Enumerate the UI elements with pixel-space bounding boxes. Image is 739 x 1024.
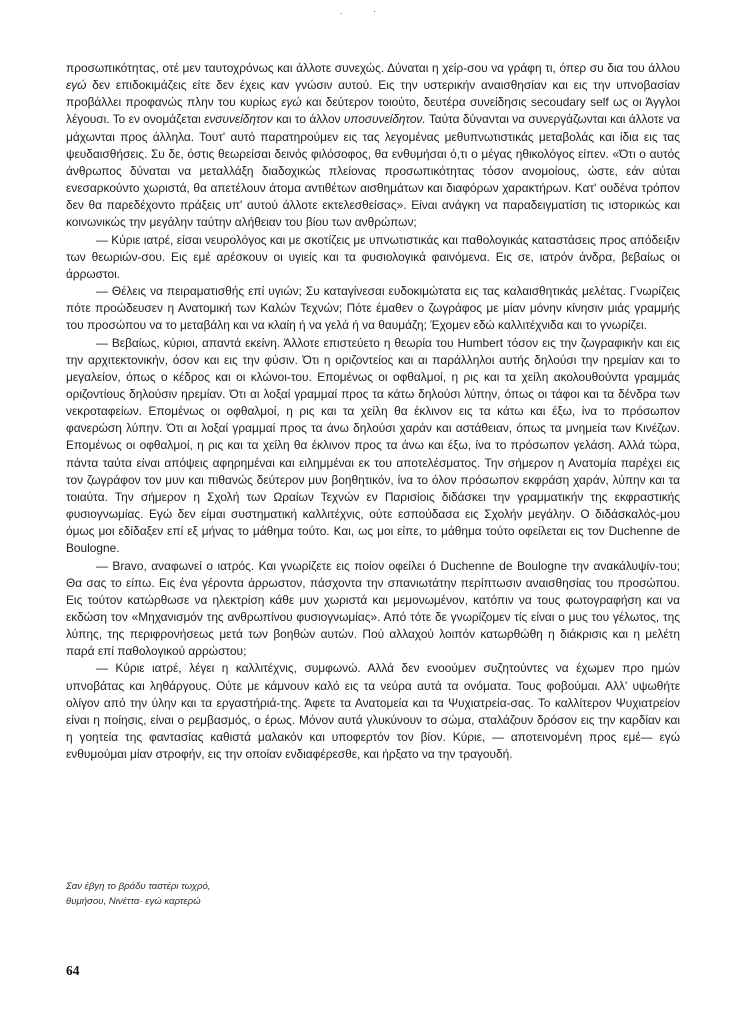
text-run: — Βεβαίως, κύριοι, απαντά εκείνη. Άλλοτε επιστεύετο η θεωρία του Humbert τόσον εις την ζωγραφικήν και εις την αρχιτεκτονικήν, όσον και εις την φύσιν. Ότι η οριζοντείος και αι παράλληλοι αυτής δηλούσι την ηρεμίαν και το μεγαλείον, όπως ο κέδρος και οι κλώνοι-του. Επομένως οι οφθαλμοί, η ρις και τα χείλη ακολουθούντα γραμμάς οριζοντίους δηλούσιν ηρεμίαν. Ότι αι λοξαί γραμμαί προς τα κάτω δηλούσι λύπην, όπως οι τάφοι και τα δένδρα των νεκροταφείων. Επομένως οι οφθαλμοί, η ρις και τα χείλη θα έκλινον εις τα κάτω και έξω, ίνα το πρόσωπον φανερώση λύπην. Ότι αι λοξαί γραμμαί προς τα άνω δηλούσι χαράν και αστάθειαν, όπως τα μνημεία των Κινέζων. Επομένως οι οφθαλμοί, η ρις και τα χείλη θα έκλινον προς τα άνω και έξω, ίνα το πρόσωπον γελάση. Αλλά τώρα, πάντα ταύτα είναι απόψεις αφηρημέναι και ειλημμέναι εκ του αποτελέσματος. Την σήμερον η Ανατομία παρέχει εις τον ζωγράφον τον μυν και πιθανώς δεύτερον μυν βοηθητικόν, ίνα το όλον πρόσωπον εκφράση χαράν, λύπην και τα τοιαύτα. Την σήμερον η Σχολή των Ωραίων Τεχνών εν Παρισίοις διδάσκει την γραμματικήν της εκφραστικής φυσιογνωμίας. Εγώ δεν είμαι συστηματική καλλιτέχνις, ούτε εσπούδασα εις Σχολήν μεγάλην. Ο διδάσκαλός-μου όμως μοι εδίδαξεν επί εξ μήνας το μάθημα τούτο. Και, ως μοι είπε, το μάθημα τούτο οφείλεται εις τον Duchenne de Boulogne. xyxy=(66,335,680,556)
text-run: και το άλλον xyxy=(272,112,344,127)
paragraph xyxy=(66,660,680,763)
verse-excerpt xyxy=(66,880,211,909)
page-number: 64 xyxy=(66,963,80,978)
top-margin-marks: . · xyxy=(340,6,390,16)
text-run: Ταύτα δύνανται να συνεργάζωνται και άλλοτε να μάχωνται προς άλληλα. Τουτ' αυτό παρατηρούμεν εις τας λεγομένας μεθυπνωτιστικάς μεταβολάς και ίδια εις τας ψευδαισθήσεις. Συ δε, όστις θεωρείσαι δεινός φιλόσοφος, θα ενθυμήσαι ό,τι ο μέγας ηθικολόγος είπεν. «Ότι ο αυτός άνθρωπος δύναται να μεταλλάξη διαδοχικώς πλείονας προσωπικότητας τόσον ανομοίους, ώστε, εάν αύται ενεσαρκούντο χωριστά, θα απετέλουν άτομα αντιθέτων αισθημάτων και διαφόρων χαρακτήρων. Κατ' ουδένα τρόπον δεν θα παρεδέχοντο πράξεις υπ' αυτού άλλοτε εκτελεσθείσας». Είναι ανάγκη να παραδειγματίση τις ιστορικώς και κοινωνικώς την μεγάλην ταύτην αλήθειαν του βίου των ανθρώπων; xyxy=(66,112,680,230)
italic-term: εγώ xyxy=(66,78,87,93)
text-run: — Bravo, αναφωνεί ο ιατρός. Και γνωρίζετε εις ποίον οφείλει ό Duchenne de Boulogne την ανακάλυψίν-του; Θα σας το είπω. Εις ένα γέροντα άρρωστον, πάσχοντα την σπανιωτάτην περίπτωσιν αναισθησίας του προσώπου. Εις τούτον κατώρθωσε να ηλεκτρίση κάθε μυν χωριστά και μεμονωμένον, κατόπιν να τους φωτογραφήση και να εκδώση τον «Μηχανισμόν της ανθρωπίνου φυσιογνωμίας». Από τότε δε γνωρίζομεν τίς είναι ο μυς του γέλωτος, της λύπης, της περιφρονήσεως μετά των βοηθών αυτών. Πού αλλαχού λοιπόν κατωρθώθη η διάκρισις και η μελέτη παρά επί παθολογικού αρρώστου; xyxy=(66,558,680,659)
verse-line-1: Σαν έβγη το βράδυ ταστέρι τωχρό, xyxy=(66,881,211,892)
body-text xyxy=(66,60,680,763)
text-run: προσωπικότητας, οτέ μεν ταυτοχρόνως και άλλοτε συνεχώς. Δύναται η χείρ-σου να γράφη τι, όπερ συ δια του άλλου xyxy=(66,61,680,75)
italic-term: υποσυνείδητον. xyxy=(343,112,426,127)
text-run: — Κύριε ιατρέ, λέγει η καλλιτέχνις, συμφωνώ. Αλλά δεν ενοούμεν συζητούντες να έχωμεν προ ημών υπνοβάτας και ληθάργους. Ούτε με κάμνουν καλό εις τα νεύρα αυτά τα ονόματα. Τους φοβούμαι. Αλλ' υψωθήτε ολίγον από την ύλην και τα εργαστήριά-της. Άφετε τα Ανατομεία και τα Ψυχιατρεία-σας. Το καλλίτερον Ψυχιατρείον είναι η ποίησις, είναι ο ρεμβασμός, ο έρως. Μόνον αυτά γλυκύνουν το σώμα, σταλάζουν δρόσον εις την καρδίαν και η γοητεία της φαντασίας καθιστά μαλακόν και υποφερτόν τον βίον. Κύριε, — αποτεινομένη προς εμέ— εγώ ενθυμούμαι μίαν στροφήν, εις την οποίαν ενδιαφέρεσθε, και ήρξατο να την τραγουδή. xyxy=(66,661,680,762)
verse-line-2: θυμήσου, Νινέττα· εγώ καρτερώ xyxy=(66,895,201,907)
text-run: δεν επιδοκιμάζεις είτε δεν έχεις καν γνώσιν αυτού. Εις την υστερικήν αναισθησίαν και εις την υπνοβασίαν προβάλλει προφανώς πλην του κυρίως xyxy=(66,78,680,110)
paragraph xyxy=(66,60,680,232)
italic-term: ενσυνείδητον xyxy=(204,112,273,127)
paragraph xyxy=(66,335,680,558)
text-run: — Κύριε ιατρέ, είσαι νευρολόγος και με σκοτίζεις με υπνωτιστικάς και παθολογικάς καταστάσεις προς απόδειξιν των θεωριών-σου. Εις εμέ αρέσκουν οι υγιείς και τα φυσιολογικά φαινόμενα. Εις σε, ιατρόν άνδρα, βεβαίως οι άρρωστοι. xyxy=(66,232,680,281)
paragraph xyxy=(66,283,680,334)
paragraph xyxy=(66,558,680,661)
paragraph xyxy=(66,232,680,283)
text-run: και δεύτερον τοιούτο, δευτέρα συνείδησις secoudary self ως οι Άγγλοι λέγουσι. Το εν ονομάζεται xyxy=(66,95,681,127)
text-run: — Θέλεις να πειραματισθής επί υγιών; Συ καταγίνεσαι ευδοκιμώτατα εις τας καλαισθητικάς μελέτας. Γνωρίζεις πότε προώδευσεν η Ανατομική των Καλών Τεχνών; Πότε έμαθεν ο ζωγράφος με μίαν μόνην κίνησιν μιάς γραμμής του προσώπου να το μεταβάλη και να κλαίη ή να γελά ή να θαυμάζη; Έχομεν εδώ καλλιτέχνιδα και το γνωρίζει. xyxy=(66,284,680,333)
italic-term: εγώ xyxy=(281,95,302,110)
